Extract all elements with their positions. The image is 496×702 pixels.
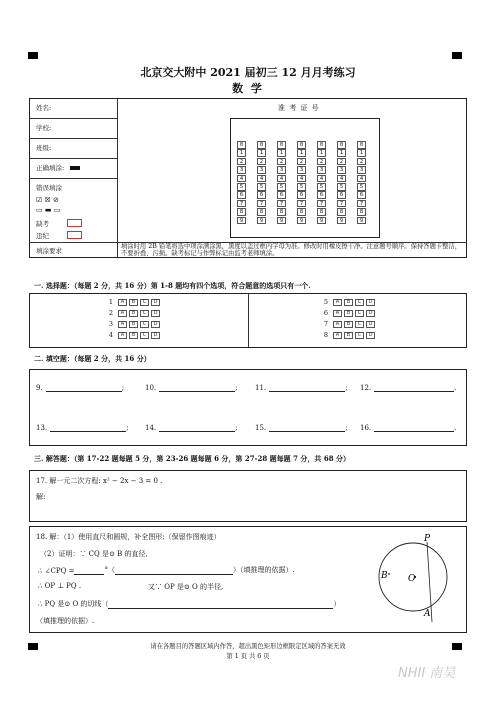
exam-id-digit-bubble[interactable]: 9 xyxy=(337,217,346,225)
exam-title: 北京交大附中 2021 届初三 12 月月考练习 xyxy=(140,66,356,79)
mc-option-bubble[interactable]: B xyxy=(344,332,353,339)
mc-option-bubble[interactable]: C xyxy=(140,299,149,306)
exam-id-digit-bubble[interactable]: 6 xyxy=(257,191,266,199)
q18-line6: （填推理的依据）. xyxy=(36,617,95,625)
mc-option-bubble[interactable]: C xyxy=(355,310,364,317)
exam-id-digit-bubble[interactable]: 5 xyxy=(237,183,246,191)
mc-option-bubble[interactable]: B xyxy=(129,321,138,328)
exam-id-digit-bubble[interactable]: 4 xyxy=(337,175,346,183)
fill-blank-line[interactable] xyxy=(269,424,348,432)
exam-id-digit-bubble[interactable]: 5 xyxy=(297,183,306,191)
exam-id-digit-bubble[interactable]: 7 xyxy=(277,200,286,208)
exam-id-column-6 xyxy=(337,141,347,225)
fill-blank-number: 13. xyxy=(36,424,48,432)
exam-id-column-5 xyxy=(317,141,327,225)
fill-blank-end-punct: ; xyxy=(345,384,348,392)
mc-option-bubble[interactable]: B xyxy=(129,310,138,317)
exam-id-digit-bubble[interactable]: 4 xyxy=(317,175,326,183)
exam-id-digit-bubble[interactable]: 7 xyxy=(237,200,246,208)
mc-option-bubble[interactable]: C xyxy=(140,321,149,328)
exam-id-digit-bubble[interactable]: 3 xyxy=(257,166,266,174)
exam-id-digit-bubble[interactable]: 7 xyxy=(257,200,266,208)
mc-option-bubble[interactable]: C xyxy=(140,310,149,317)
q18-line5: ∴ PQ 是⊙ O 的切线（ ） xyxy=(38,600,341,608)
exam-id-digit-bubble[interactable]: 2 xyxy=(357,158,366,166)
mc-question-number: 1 xyxy=(108,298,113,306)
exam-id-column-2 xyxy=(257,141,267,225)
exam-id-digit-bubble[interactable]: 8 xyxy=(297,208,306,216)
exam-id-digit-bubble[interactable]: 1 xyxy=(337,149,346,157)
mc-question-number: 4 xyxy=(108,331,113,339)
mc-option-bubble[interactable]: A xyxy=(333,310,342,317)
mc-option-bubble[interactable]: C xyxy=(140,332,149,339)
mc-option-bubble[interactable]: D xyxy=(151,299,160,306)
exam-id-digit-bubble[interactable]: 7 xyxy=(357,200,366,208)
exam-id-digit-bubble[interactable]: 6 xyxy=(297,191,306,199)
exam-id-digit-bubble[interactable]: 0 xyxy=(237,141,246,149)
watermark: NHII 南昊 xyxy=(398,666,456,681)
exam-id-digit-bubble[interactable]: 9 xyxy=(297,217,306,225)
fill-blank-item xyxy=(255,384,348,392)
exam-id-digit-bubble[interactable]: 2 xyxy=(237,158,246,166)
section2-heading: 二. 填空题：（每题 2 分，共 16 分） xyxy=(34,354,151,363)
mc-question-row xyxy=(320,331,375,339)
mc-question-number: 3 xyxy=(108,320,113,328)
violation-checkbox[interactable] xyxy=(67,231,82,239)
exam-id-digit-bubble[interactable]: 6 xyxy=(277,191,286,199)
exam-id-column-3 xyxy=(277,141,287,225)
section1-heading: 一. 选择题：（每题 2 分，共 16 分）第 1-8 题均有四个选项，符合题意的选项只有一个. xyxy=(34,281,311,290)
correct-fill-label: 正确填涂: xyxy=(36,163,80,172)
q18-reason-blank-1[interactable] xyxy=(115,568,233,575)
exam-id-digit-bubble[interactable]: 6 xyxy=(357,191,366,199)
mc-option-bubble[interactable]: B xyxy=(129,299,138,306)
exam-id-digit-bubble[interactable]: 7 xyxy=(297,200,306,208)
school-label: 学校: xyxy=(36,124,52,132)
exam-id-digit-bubble[interactable]: 4 xyxy=(257,175,266,183)
class-label: 班级: xyxy=(36,144,52,152)
exam-id-digit-bubble[interactable]: 3 xyxy=(317,166,326,174)
wrong-fill-symbols-row1: ☑ ☒ ⊘ xyxy=(36,196,59,204)
mc-option-bubble[interactable]: A xyxy=(118,321,127,328)
mc-option-bubble[interactable]: D xyxy=(366,321,375,328)
mc-question-number: 2 xyxy=(108,309,113,317)
fill-blank-line[interactable] xyxy=(159,384,238,392)
fill-blank-item xyxy=(36,384,124,392)
exam-id-digit-bubble[interactable]: 8 xyxy=(257,208,266,216)
exam-id-digit-bubble[interactable]: 4 xyxy=(237,175,246,183)
mc-option-bubble[interactable]: C xyxy=(355,321,364,328)
fill-blank-line[interactable] xyxy=(46,384,125,392)
exam-id-digit-bubble[interactable]: 6 xyxy=(337,191,346,199)
exam-id-digit-bubble[interactable]: 6 xyxy=(317,191,326,199)
exam-id-digit-bubble[interactable]: 3 xyxy=(357,166,366,174)
exam-id-digit-bubble[interactable]: 8 xyxy=(277,208,286,216)
fill-blank-item xyxy=(145,384,238,392)
name-label: 姓名: xyxy=(36,104,52,112)
mc-option-bubble[interactable]: B xyxy=(344,299,353,306)
mc-question-number: 6 xyxy=(323,309,328,317)
mc-option-bubble[interactable]: D xyxy=(151,321,160,328)
fill-blank-line[interactable] xyxy=(269,384,348,392)
exam-id-digit-bubble[interactable]: 1 xyxy=(317,149,326,157)
mc-option-bubble[interactable]: A xyxy=(333,332,342,339)
q18-line2: （2）证明：∵ CQ 是⊙ B 的直径, xyxy=(40,550,148,558)
mc-option-bubble[interactable]: A xyxy=(118,310,127,317)
fill-blank-item xyxy=(360,384,456,392)
q18-line4b: 又∵ OP 是⊙ O 的半径, xyxy=(148,583,224,591)
exam-id-digit-bubble[interactable]: 9 xyxy=(237,217,246,225)
fill-blank-number: 15. xyxy=(255,424,267,432)
exam-id-digit-bubble[interactable]: 7 xyxy=(317,200,326,208)
q18-reason-blank-2[interactable] xyxy=(108,602,333,609)
q18-geometry-figure xyxy=(370,530,460,630)
mc-option-bubble[interactable]: C xyxy=(355,332,364,339)
mc-question-number: 5 xyxy=(323,298,328,306)
q17-prompt: 17. 解一元二次方程: x² − 2x − 3 = 0 . xyxy=(36,477,163,485)
exam-id-digit-bubble[interactable]: 1 xyxy=(277,149,286,157)
fill-blank-end-punct: . xyxy=(454,424,457,432)
exam-id-digit-bubble[interactable]: 5 xyxy=(317,183,326,191)
exam-id-digit-bubble[interactable]: 3 xyxy=(337,166,346,174)
mc-question-number: 7 xyxy=(323,320,328,328)
mc-option-bubble[interactable]: A xyxy=(118,332,127,339)
absent-label: 缺考 xyxy=(36,220,49,228)
requirements-text: 填涂时用 2B 铅笔将选中项涂满涂黑，黑度以盖过框内字母为准。修改时用橡皮擦干净。注意题号顺序。保持答题卡整洁，不要折叠、污损。缺考标记与作弊标记由监考老师填涂。 xyxy=(121,243,462,258)
exam-id-digit-bubble[interactable]: 2 xyxy=(257,158,266,166)
q17-solve: 解: xyxy=(36,493,46,501)
exam-id-digit-bubble[interactable]: 0 xyxy=(257,141,266,149)
requirements-label: 填涂要求 xyxy=(36,247,62,255)
fill-blank-number: 10. xyxy=(145,384,157,392)
exam-id-digit-bubble[interactable]: 1 xyxy=(257,149,266,157)
fill-blank-number: 11. xyxy=(255,384,267,392)
exam-id-digit-bubble[interactable]: 9 xyxy=(317,217,326,225)
exam-id-digit-bubble[interactable]: 8 xyxy=(317,208,326,216)
exam-id-digit-bubble[interactable]: 3 xyxy=(297,166,306,174)
fill-blank-line[interactable] xyxy=(374,424,457,432)
registration-mark-top-right xyxy=(452,52,462,59)
label-b: B xyxy=(381,571,388,581)
exam-id-column-4 xyxy=(297,141,307,225)
exam-id-digit-bubble[interactable]: 9 xyxy=(357,217,366,225)
q18-line1: 18. 解：（1）使用直尺和圆规，补全图形;（保留作图痕迹） xyxy=(36,533,221,541)
mc-option-bubble[interactable]: A xyxy=(118,299,127,306)
exam-id-digit-bubble[interactable]: 0 xyxy=(277,141,286,149)
exam-id-digit-bubble[interactable]: 6 xyxy=(237,191,246,199)
wrong-fill-label: 错误填涂 xyxy=(36,184,62,192)
exam-id-digit-bubble[interactable]: 8 xyxy=(357,208,366,216)
fill-blank-line[interactable] xyxy=(50,424,129,432)
exam-id-digit-bubble[interactable]: 8 xyxy=(237,208,246,216)
fill-blank-end-punct: ; xyxy=(345,424,348,432)
exam-id-digit-bubble[interactable]: 5 xyxy=(257,183,266,191)
mc-option-bubble[interactable]: B xyxy=(344,321,353,328)
exam-id-digit-bubble[interactable]: 2 xyxy=(317,158,326,166)
exam-id-digit-bubble[interactable]: 9 xyxy=(257,217,266,225)
registration-mark-top-left xyxy=(28,52,38,59)
exam-id-digit-bubble[interactable]: 2 xyxy=(337,158,346,166)
mc-option-bubble[interactable]: D xyxy=(151,332,160,339)
label-p: P xyxy=(424,534,431,544)
mc-option-bubble[interactable]: B xyxy=(344,310,353,317)
absent-checkbox[interactable] xyxy=(67,219,82,227)
exam-id-digit-bubble[interactable]: 0 xyxy=(317,141,326,149)
fill-blank-end-punct: ; xyxy=(235,384,238,392)
mc-option-bubble[interactable]: D xyxy=(366,332,375,339)
exam-id-digit-bubble[interactable]: 0 xyxy=(337,141,346,149)
exam-id-digit-bubble[interactable]: 1 xyxy=(237,149,246,157)
subject-title: 数 学 xyxy=(232,82,264,95)
mc-question-row xyxy=(105,320,160,328)
exam-id-digit-bubble[interactable]: 0 xyxy=(357,141,366,149)
mc-question-row xyxy=(105,298,160,306)
fill-blank-number: 9. xyxy=(36,384,43,392)
q18-line3: ∴ ∠CPQ = °（ ）（填推理的依据）. xyxy=(38,566,295,575)
fill-blank-item xyxy=(145,424,238,432)
mc-question-row xyxy=(320,320,375,328)
footer-page: 第 1 页 共 6 页 xyxy=(226,653,270,660)
footer-notice: 请在各题目的答题区域内作答，超出黑色矩形边框限定区域的答案无效 xyxy=(150,643,346,650)
mc-option-bubble[interactable]: C xyxy=(355,299,364,306)
fill-blank-line[interactable] xyxy=(374,384,457,392)
fill-blank-item xyxy=(360,424,456,432)
exam-id-digit-bubble[interactable]: 4 xyxy=(277,175,286,183)
wrong-fill-symbols-row2: ▭ ▬ ▭ xyxy=(36,206,61,214)
fill-blank-end-punct: ; xyxy=(121,384,125,392)
q18-line4a: ∴ OP ⊥ PQ . xyxy=(38,582,82,590)
exam-id-digit-bubble[interactable]: 5 xyxy=(357,183,366,191)
mc-question-row xyxy=(105,331,160,339)
exam-id-digit-bubble[interactable]: 3 xyxy=(277,166,286,174)
mc-option-bubble[interactable]: A xyxy=(333,299,342,306)
mc-question-row xyxy=(320,298,375,306)
filled-mark-example xyxy=(70,166,80,170)
exam-id-digit-bubble[interactable]: 1 xyxy=(357,149,366,157)
fill-blank-number: 14. xyxy=(145,424,157,432)
violation-label: 违纪 xyxy=(36,232,49,240)
label-a: A xyxy=(424,609,431,619)
label-o: O xyxy=(408,574,416,584)
q18-angle-blank[interactable] xyxy=(74,568,104,575)
exam-id-title: 准 考 证 号 xyxy=(278,104,320,112)
mc-question-number: 8 xyxy=(323,331,328,339)
exam-id-digit-bubble[interactable]: 4 xyxy=(357,175,366,183)
mc-question-row xyxy=(320,309,375,317)
exam-id-digit-bubble[interactable]: 9 xyxy=(277,217,286,225)
fill-blank-number: 12. xyxy=(360,384,372,392)
exam-id-column-1 xyxy=(237,141,247,225)
fill-blank-end-punct: ; xyxy=(126,424,129,432)
section3-heading: 三. 解答题：（第 17-22 题每题 5 分，第 23-26 题每题 6 分，第 27-28 题每题 7 分，共 68 分） xyxy=(34,454,351,463)
exam-id-digit-bubble[interactable]: 7 xyxy=(337,200,346,208)
fill-blank-end-punct: . xyxy=(454,384,457,392)
exam-id-digit-bubble[interactable]: 1 xyxy=(297,149,306,157)
fill-blank-end-punct: ; xyxy=(235,424,238,432)
mc-option-bubble[interactable]: D xyxy=(151,310,160,317)
exam-id-digit-bubble[interactable]: 4 xyxy=(297,175,306,183)
fill-blank-box xyxy=(29,369,467,446)
exam-id-digit-bubble[interactable]: 2 xyxy=(297,158,306,166)
exam-id-digit-bubble[interactable]: 5 xyxy=(277,183,286,191)
exam-id-digit-bubble[interactable]: 3 xyxy=(237,166,246,174)
exam-id-digit-bubble[interactable]: 2 xyxy=(277,158,286,166)
fill-blank-line[interactable] xyxy=(159,424,238,432)
point-b xyxy=(388,573,390,575)
exam-id-digit-bubble[interactable]: 8 xyxy=(337,208,346,216)
mc-option-bubble[interactable]: A xyxy=(333,321,342,328)
fill-blank-number: 16. xyxy=(360,424,372,432)
fill-blank-item xyxy=(36,424,129,432)
mc-question-row xyxy=(105,309,160,317)
exam-id-digit-bubble[interactable]: 0 xyxy=(297,141,306,149)
mc-option-bubble[interactable]: B xyxy=(129,332,138,339)
exam-id-digit-bubble[interactable]: 5 xyxy=(337,183,346,191)
exam-id-column-7 xyxy=(357,141,367,225)
mc-option-bubble[interactable]: D xyxy=(366,299,375,306)
fill-blank-item xyxy=(255,424,348,432)
mc-option-bubble[interactable]: D xyxy=(366,310,375,317)
